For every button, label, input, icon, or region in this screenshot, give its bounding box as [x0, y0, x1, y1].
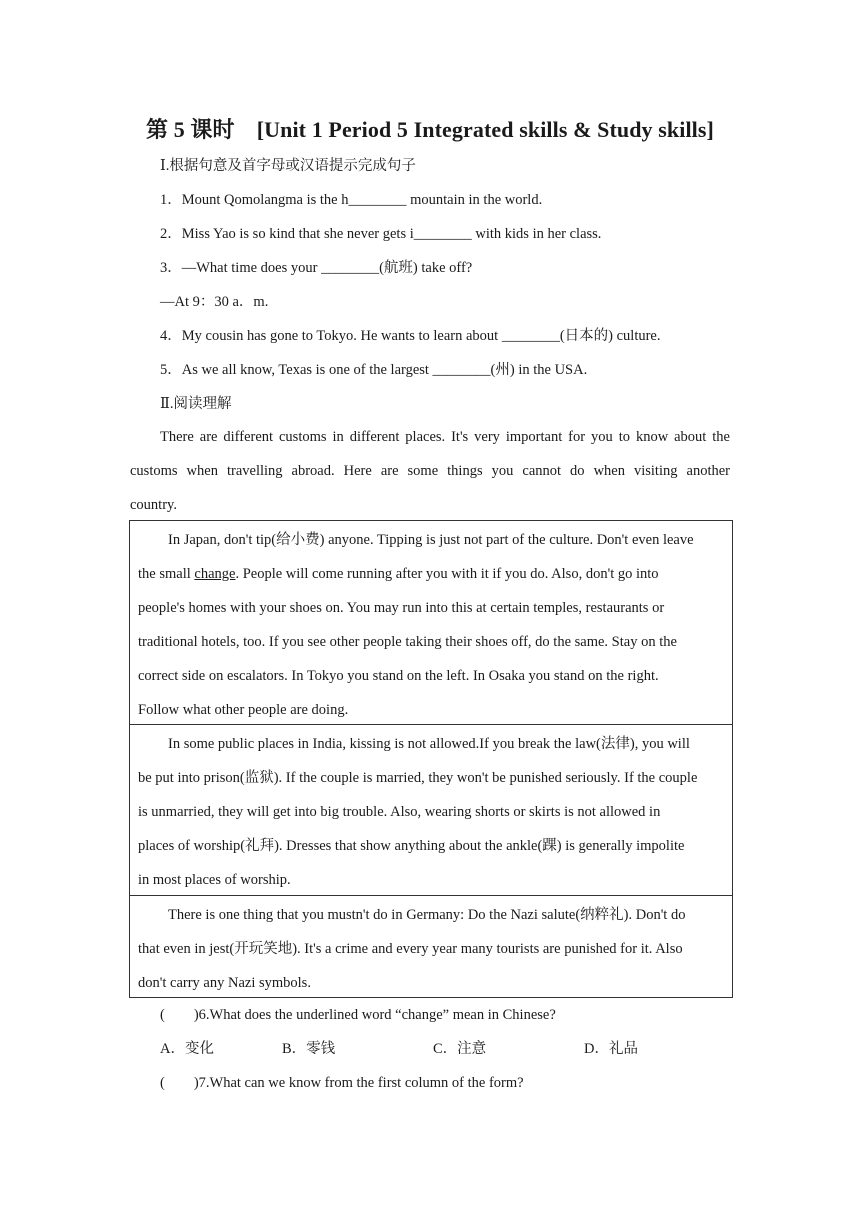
cell-text: the small: [138, 566, 195, 582]
question-4: 4．My cousin has gone to Tokyo. He wants to learn about ________(日本的) culture.: [160, 328, 661, 344]
cell-line: don't carry any Nazi symbols.: [138, 975, 311, 991]
cell-line: correct side on escalators. In Tokyo you stand on the left. In Osaka you stand on the right.: [138, 668, 659, 684]
question-6: ( )6.What does the underlined word “change” mean in Chinese?: [160, 1007, 556, 1023]
question-7: ( )7.What can we know from the first column of the form?: [160, 1075, 524, 1091]
cell-line: places of worship(礼拜). Dresses that show anything about the ankle(踝) is generally impolite: [138, 838, 685, 854]
question-5: 5．As we all know, Texas is one of the largest ________(州) in the USA.: [160, 362, 588, 378]
question-3: 3．—What time does your ________(航班) take off?: [160, 260, 473, 276]
cell-line: [138, 565, 659, 583]
question-6-option-c: C．注意: [433, 1041, 487, 1057]
intro-line: customs when travelling abroad. Here are some things you cannot do when visiting another: [130, 463, 730, 479]
cell-text: . People will come running after you with it if you do. Also, don't go into: [235, 566, 659, 582]
cell-line: traditional hotels, too. If you see other people taking their shoes off, do the same. Stay on the: [138, 634, 677, 650]
question-6-option-b: B．零钱: [282, 1041, 336, 1057]
cell-line: is unmarried, they will get into big trouble. Also, wearing shorts or skirts is not allowed in: [138, 804, 661, 820]
intro-line: There are different customs in different places. It's very important for you to know about the: [160, 429, 730, 445]
cell-line: in most places of worship.: [138, 872, 291, 888]
cell-line: Follow what other people are doing.: [138, 702, 349, 718]
cell-line: be put into prison(监狱). If the couple is married, they won't be punished seriously. If the couple: [138, 770, 698, 786]
table-cell-india: [130, 725, 732, 896]
cell-line: In Japan, don't tip(给小费) anyone. Tipping is just not part of the culture. Don't even leave: [168, 532, 694, 548]
section1-heading: Ⅰ.根据句意及首字母或汉语提示完成句子: [160, 158, 416, 174]
cell-line: people's homes with your shoes on. You may run into this at certain temples, restaurants or: [138, 600, 665, 616]
table-cell-germany: [130, 896, 732, 997]
question-6-option-d: D．礼品: [584, 1041, 638, 1057]
question-1: 1．Mount Qomolangma is the h________ mountain in the world.: [160, 192, 543, 208]
question-6-option-a: A．变化: [160, 1041, 214, 1057]
intro-line: country.: [130, 497, 177, 513]
table-cell-japan: [130, 521, 732, 725]
page-title: 第 5 课时 [Unit 1 Period 5 Integrated skills & Study skills]: [146, 117, 714, 142]
cell-line: that even in jest(开玩笑地). It's a crime and every year many tourists are punished for it. Also: [138, 941, 683, 957]
section2-heading: Ⅱ.阅读理解: [160, 396, 232, 412]
question-2: 2．Miss Yao is so kind that she never gets i________ with kids in her class.: [160, 226, 602, 242]
question-3-answer: —At 9：30 a．m.: [160, 294, 269, 310]
cell-line: There is one thing that you mustn't do in Germany: Do the Nazi salute(纳粹礼). Don't do: [168, 907, 686, 923]
customs-table: [129, 520, 733, 998]
cell-line: In some public places in India, kissing is not allowed.If you break the law(法律), you will: [168, 736, 690, 752]
underlined-word-change: change: [194, 566, 236, 582]
